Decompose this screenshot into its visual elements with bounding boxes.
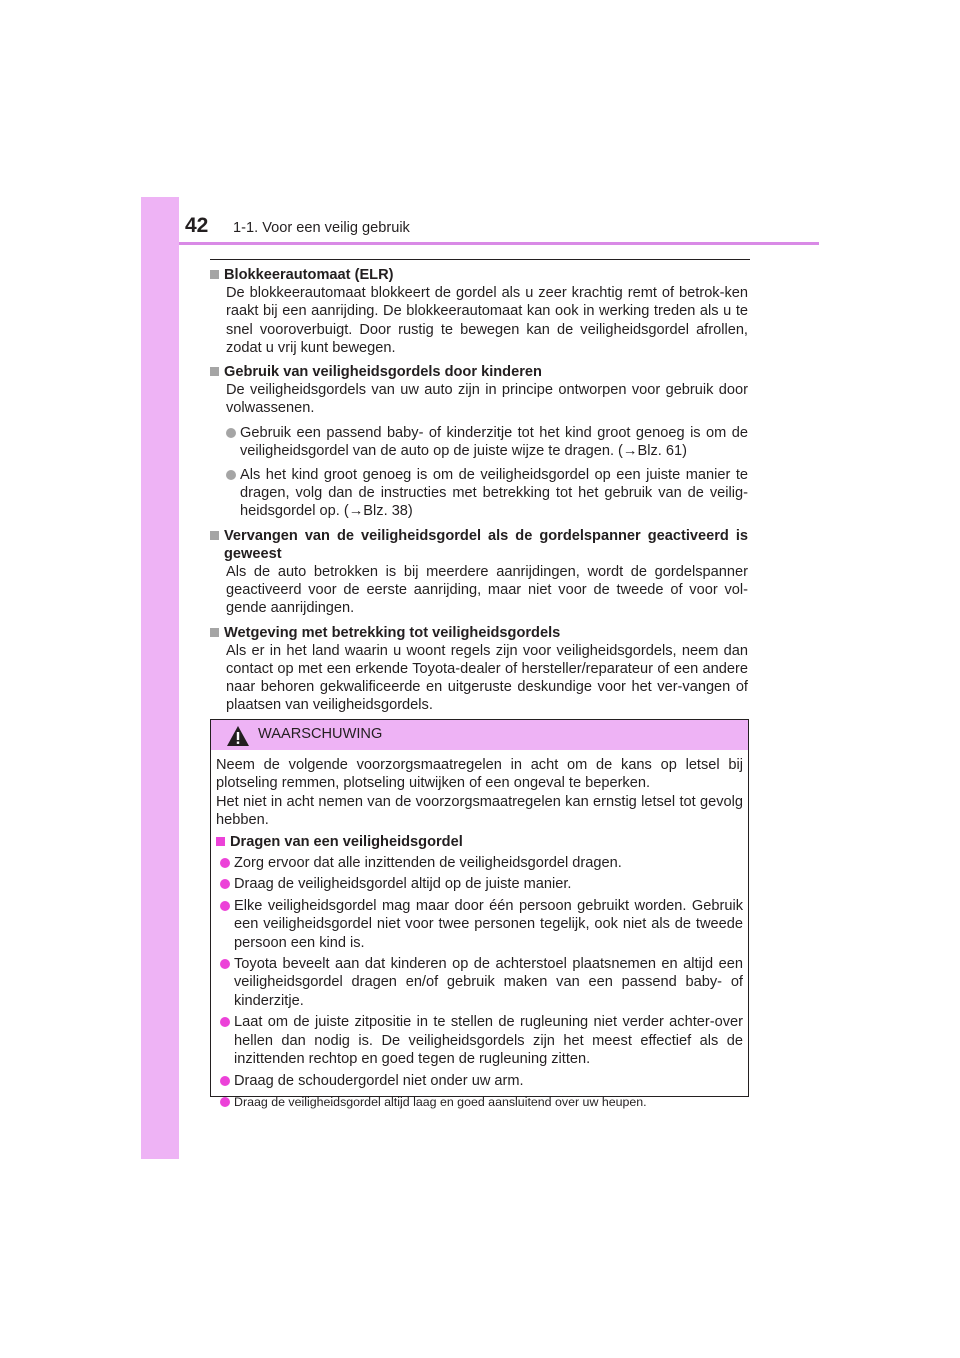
section-text: Als de auto betrokken is bij meerdere aanrijdingen, wordt de gordelspanner geactiveerd voor de eerste aanrijding, maar niet voor de tweede of voor vol-gende aanrijdingen. — [226, 564, 748, 617]
list-item: Gebruik een passend baby- of kinderzitje tot het kind groot genoeg is om de veiligheidsgordel van de auto op de juiste wijze te dragen. (→Blz. 61) — [210, 424, 748, 460]
round-bullet-icon — [220, 901, 230, 911]
warning-triangle-icon — [226, 725, 250, 747]
header-divider — [179, 242, 819, 245]
section-heading: Wetgeving met betrekking tot veiligheidsgordels — [224, 624, 561, 641]
warning-box — [210, 719, 749, 1109]
section-text: Als er in het land waarin u woont regels zijn voor veiligheidsgordels, neem dan contact op met een erkende Toyota-dealer of hersteller/reparateur of een andere naar behoren gekwalificeerde en uitgeruste deskundige voor het ver-vangen of plaatsen van veiligheidsgordels. — [226, 642, 748, 714]
section-heading: Vervangen van de veiligheidsgordel als de gordelspanner geactiveerd is geweest — [224, 527, 748, 562]
round-bullet-icon — [226, 470, 236, 480]
list-item: Toyota beveelt aan dat kinderen op de achterstoel plaatsnemen en altijd een veiligheidsgordel dragen en/of gebruik maken van een passend baby- of kinderzitje. — [216, 955, 743, 1010]
main-content — [210, 266, 748, 721]
list-item: Zorg ervoor dat alle inzittenden de veiligheidsgordel dragen. — [216, 854, 743, 872]
round-bullet-icon — [220, 1097, 230, 1107]
section-text: De veiligheidsgordels van uw auto zijn in principe ontworpen voor gebruik door volwassenen. — [226, 382, 748, 417]
list-item: Elke veiligheidsgordel mag maar door één persoon gebruikt worden. Gebruik een veiligheidsgordel niet voor twee personen tegelijk, ook niet als de tweede persoon een kind is. — [216, 897, 743, 952]
page-number: 42 — [185, 214, 209, 237]
section-text: De blokkeerautomaat blokkeert de gordel als u zeer krachtig remt of betrok-ken raakt bij een aanrijding. De blokkeerautomaat kan ook in werking treden als u te snel vooroverbuigt. Door rustig te bewegen kan de veiligheidsgordel afrollen, zodat u vrij kunt bewegen. — [226, 285, 748, 356]
section-children — [210, 363, 748, 521]
section-legislation — [210, 624, 748, 715]
list-item: Draag de veiligheidsgordel altijd op de juiste manier. — [216, 875, 743, 893]
section-elr — [210, 266, 748, 357]
warning-intro: Neem de volgende voorzorgsmaatregelen in acht om de kans op letsel bij plotseling remmen, plotseling uitwijken of een ongeval te beperken. — [216, 757, 743, 792]
list-item: Draag de schoudergordel niet onder uw arm. — [216, 1072, 743, 1090]
list-item: Laat om de juiste zitpositie in te stellen de rugleuning niet verder achter-over hellen dan nodig is. De veiligheidsgordels zijn het meest effectief als de inzittenden rechtop en goed tegen de rugleuning zitten. — [216, 1013, 743, 1068]
square-bullet-icon — [210, 628, 219, 637]
section-pretensioner — [210, 527, 748, 618]
section-title: 1-1. Voor een veilig gebruik — [233, 220, 410, 236]
round-bullet-icon — [220, 1017, 230, 1027]
round-bullet-icon — [220, 1076, 230, 1086]
warning-title: WAARSCHUWING — [258, 726, 383, 742]
square-bullet-icon — [210, 367, 219, 376]
warning-content — [216, 756, 743, 1111]
warning-intro-2: Het niet in acht nemen van de voorzorgsmaatregelen kan ernstig letsel tot gevolg hebben. — [216, 793, 743, 829]
section-heading: Blokkeerautomaat (ELR) — [224, 267, 394, 283]
round-bullet-icon — [220, 858, 230, 868]
side-tab-band — [141, 197, 179, 1159]
round-bullet-icon — [226, 428, 236, 438]
square-bullet-icon — [216, 837, 225, 846]
square-bullet-icon — [210, 531, 219, 540]
list-item: Draag de veiligheidsgordel altijd laag en goed aansluitend over uw heupen. — [216, 1093, 743, 1111]
warning-subheading: Dragen van een veiligheidsgordel — [216, 833, 743, 851]
list-item: Als het kind groot genoeg is om de veiligheidsgordel op een juiste manier te dragen, volg dan de instructies met betrekking tot het gebruik van de veilig-heidsgordel op. (→Blz. 38) — [210, 466, 748, 521]
round-bullet-icon — [220, 879, 230, 889]
section-heading: Gebruik van veiligheidsgordels door kinderen — [224, 364, 542, 381]
content-top-rule — [210, 259, 750, 260]
square-bullet-icon — [210, 270, 219, 279]
round-bullet-icon — [220, 959, 230, 969]
warning-header — [211, 720, 748, 750]
